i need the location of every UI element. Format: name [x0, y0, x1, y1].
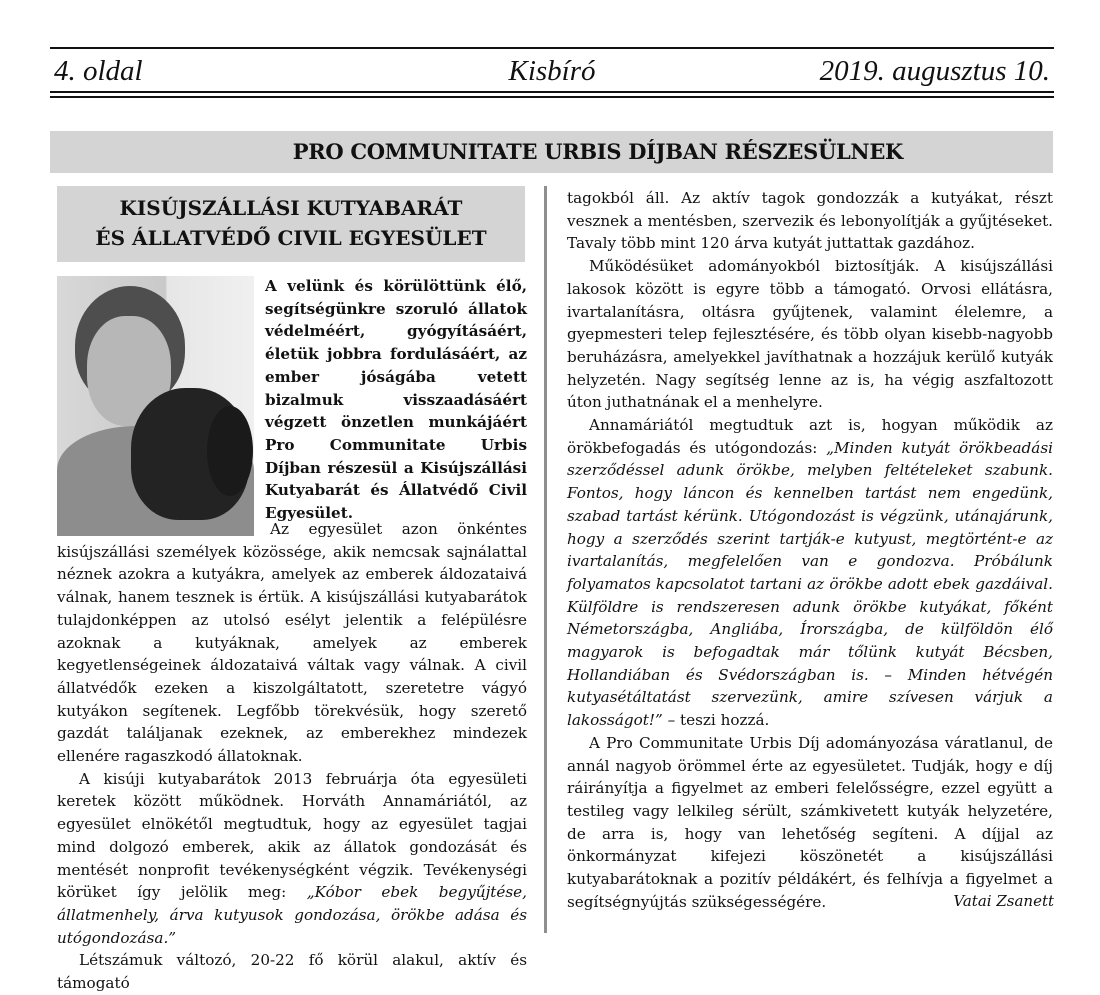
paragraph-2: [57, 768, 527, 950]
paragraph-4: Működésüket adományokból biztosítják. A kisújszállási lakosok között is egyre több a támogató. Orvosi ellátásra, ivartalanításra, oltásra gyűjtenek, valamint élelemre, a gyepmesteri telep fejlesztésére, és több olyan kisebb-nagyobb beruházásra, amelyekkel javíthatnak a hozzájuk kerülő kutyák helyzetén. Nagy segítség lenne az is, ha végig aszfaltozott úton juthatnának el a menhelyre.: [567, 257, 1053, 412]
page-header: [50, 52, 1054, 90]
left-column-body: [57, 518, 527, 995]
paragraph-3-right: tagokból áll. Az aktív tagok gondozzák a kutyákat, részt vesznek a mentésben, szervezik és lebonyolítják a gyűjtéseket. Tavaly több mint 120 árva kutyát juttattak gazdához.: [567, 189, 1053, 253]
paragraph-5-quote: „Minden kutyát örökbeadási szerződéssel adunk örökbe, melyben feltételeket szabunk. Fontos, hogy láncon és kennelben tartást nem engedünk, szabad tartást kérünk. Utógondozást is végzünk, utánajárunk, hogy a szerződés szerint tartják-e kutyust, megtörtént-e az ivartalanítás, megfelelően van e gondozva. Próbálunk folyamatos kapcsolatot tartani az örökbe adott ebek gazdáival. Külföldre is rendszeresen adunk örökbe kutyákat, főként Németországba, Angliába, Írországba, de külföldön élő magyarok is befogadtak már tőlünk kutyát Bécsben, Hollandiában és Svédországban is. – Minden hétvégén kutyasétáltatást szervezünk, amire szívesen várjuk a lakosságot!”: [567, 438, 1053, 730]
header-rule-bottom-1: [50, 91, 1054, 93]
paragraph-6: A Pro Communitate Urbis Díj adományozása váratlanul, de annál nagyob örömmel érte az egyesületet. Tudják, hogy e díj ráirányítja a figyelmet az emberi felelősségre, ezzel együtt a testileg vagy lelkileg sérült, számkivetett kutyák helyzetére, de arra is, hogy van lehetőség segíteni. A díjjal az önkormányzat kifejezi köszönetét a kisújszállási kutyabarátoknak a pozitív példákért, és felhívja a figyelmet a segítségnyújtás szükségességére.: [567, 733, 1053, 911]
article-lead-text: A velünk és körülöttünk élő, segítségünkre szoruló állatok védelméért, gyógyításáért, életük jobbra fordulásáért, az ember jóságába vetett bizalmuk visszaadásáért végzett önzetlen munkájáért Pro Communitate Urbis Díjban részesül a Kisújszállási Kutyabarát és Állatvédő Civil Egyesület.: [265, 277, 527, 523]
paragraph-1: Az egyesület azon önkéntes kisújszállási személyek közössége, akik nemcsak sajnálattal néznek azokra a kutyákra, amelyek az emberek áldozataivá válnak, hanem tesznek is értük. A kisújszállási kutyabarátok tulajdonképpen az utolsó esélyt jelentik a felépülésre azoknak a kutyáknak, amelyek az emberek kegyetlenségeinek áldozataivá váltak vagy válnak. A civil állatvédők ezeken a kiszolgáltatott, szeretetre vágyó kutyákon segítenek. Legfőbb törekvésük, hogy szerető gazdát találjanak ezeknek, az emberekhez mindezek ellenére ragaszkodó állatoknak.: [57, 520, 527, 766]
author-signature: Vatai Zsanett: [953, 892, 1054, 910]
issue-date: 2019. augusztus 10.: [819, 55, 1050, 87]
column-divider: [544, 186, 547, 933]
section-banner: [50, 131, 1053, 173]
article-title-line-2: ÉS ÁLLATVÉDŐ CIVIL EGYESÜLET: [95, 226, 487, 250]
article-title-line-1: KISÚJSZÁLLÁSI KUTYABARÁT: [119, 196, 463, 220]
paragraph-5: [567, 414, 1053, 732]
publication-name: Kisbíró: [508, 55, 596, 87]
paragraph-5-end: – teszi hozzá.: [662, 711, 770, 730]
paragraph-3-left: Létszámuk változó, 20-22 fő körül alakul, aktív és támogató: [57, 951, 527, 993]
right-column-body: [567, 187, 1053, 914]
article-title-box: [57, 186, 525, 262]
header-rule-bottom-2: [50, 96, 1054, 98]
section-banner-title: PRO COMMUNITATE URBIS DÍJBAN RÉSZESÜLNEK: [292, 139, 903, 164]
paragraph-2-quote: „Kóbor ebek begyűjtése, állatmenhely, árva kutyusok gondozása, örökbe adása és utógondozása.”: [57, 883, 528, 947]
page-number: 4. oldal: [54, 55, 143, 87]
paragraph-5-text: Annamáriától megtudtuk azt is, hogyan működik az örökbefogadás és utógondozás:: [567, 416, 1053, 457]
article-lead: [265, 275, 527, 525]
header-rule-top: [50, 47, 1054, 49]
photo-dog-ear-shape: [207, 406, 253, 496]
woman-with-dog-photo: [57, 276, 254, 536]
paragraph-2-text: A kisúji kutyabarátok 2013 februárja óta egyesületi keretek között működnek. Horváth Annamáriától, az egyesület elnökétől megtudtuk, hogy az egyesület tagjai mind dolgozó emberek, akik az állatok gondozását és mentését nonprofit tevékenységként végzik. Tevékenységi körüket így jelölik meg:: [57, 769, 527, 902]
